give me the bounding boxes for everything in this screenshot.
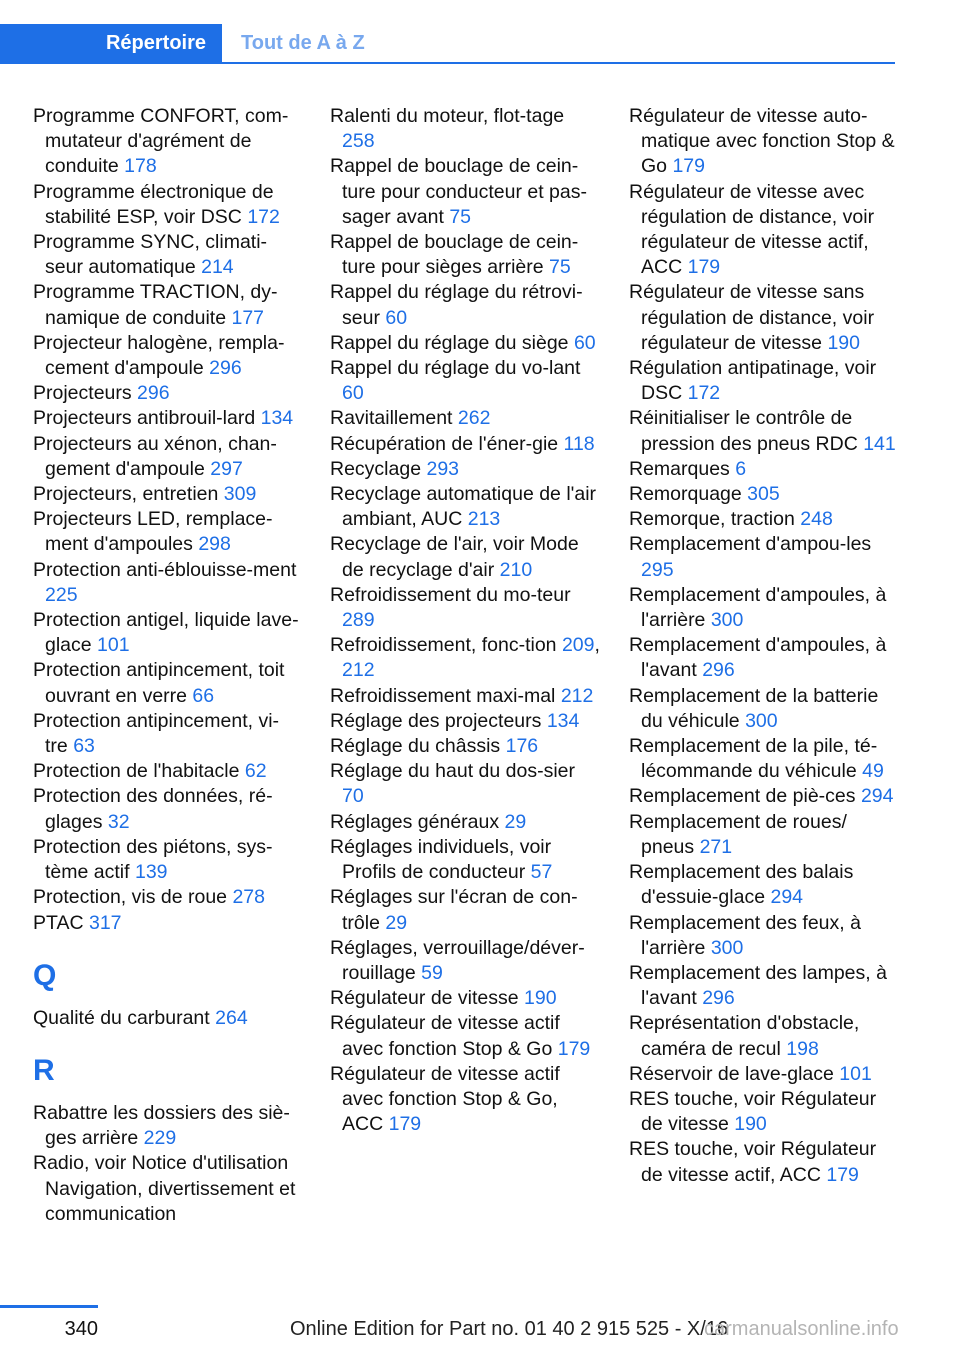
index-entry (629, 860, 897, 910)
page-link[interactable]: 210 (499, 558, 533, 581)
index-column-2 (330, 104, 600, 1137)
entry-text: Régulateur de vitesse avec régulation de distance, voir régulateur de vitesse actif, ACC (629, 180, 875, 279)
entry-text: Ralenti du moteur, flot-tage (330, 105, 565, 127)
index-entry (33, 1101, 301, 1151)
entry-text: Représentation d'obstacle, caméra de recul (629, 1012, 860, 1060)
entry-text: Recyclage de l'air, voir Mode de recyclage d'air (330, 533, 579, 581)
page-link[interactable]: 101 (97, 634, 130, 657)
index-entry (33, 381, 301, 406)
entry-text: Protection, vis de roue (33, 886, 228, 909)
entry-text: Protection de l'habitacle (33, 760, 240, 783)
index-entry (330, 936, 600, 986)
entry-text: RES touche, voir Régulateur de vitesse actif, ACC (629, 1138, 877, 1186)
entry-text: Réglages individuels, voir Profils de conducteur (330, 835, 552, 884)
page-link[interactable]: 300 (745, 709, 778, 732)
index-entry (330, 406, 600, 431)
page-link[interactable]: 179 (826, 1163, 859, 1186)
page-link[interactable]: 198 (786, 1037, 819, 1060)
index-entry (33, 608, 301, 658)
index-entry (33, 280, 301, 330)
index-entry (33, 230, 301, 280)
index-entry (330, 709, 600, 734)
index-entry (330, 810, 600, 835)
entry-text: Radio, voir Notice d'utilisation Navigation, divertissement et communication (33, 1152, 296, 1225)
page-link[interactable]: 57 (530, 861, 553, 884)
entry-text: Remorque, traction (629, 508, 795, 531)
entry-text: Refroidissement maxi-mal (330, 684, 556, 707)
tab-repertoire[interactable]: Répertoire (0, 24, 222, 62)
entry-text: Réglages sur l'écran de con-trôle (330, 886, 578, 934)
entry-text: Remplacement de roues/ pneus (629, 810, 847, 858)
index-entry (330, 986, 600, 1011)
page-link[interactable]: 190 (734, 1113, 767, 1136)
entry-text: Rappel de bouclage de cein-ture pour conducteur et pas-sager avant (330, 155, 587, 228)
index-entry (330, 482, 600, 532)
entry-text: Remarques (629, 457, 730, 480)
entry-text: Programme SYNC, climati-seur automatique (33, 231, 268, 279)
index-column-3 (629, 104, 897, 1188)
index-entry (33, 406, 301, 431)
entry-text: Protection des données, ré-glages (33, 785, 273, 833)
entry-text: Réglages, verrouillage/déver-rouillage (330, 936, 585, 984)
page-link[interactable]: 139 (134, 861, 168, 884)
page-link[interactable]: 262 (457, 407, 491, 430)
index-entry (33, 885, 301, 910)
index-entry (33, 482, 301, 507)
index-entry (330, 356, 600, 406)
entry-text: Programme CONFORT, com-mutateur d'agrément de conduite (33, 105, 289, 178)
page-link[interactable]: 118 (563, 432, 595, 455)
index-entry (330, 331, 600, 356)
index-entry (629, 1087, 897, 1137)
page-link[interactable]: 294 (860, 785, 894, 808)
index-entry (629, 633, 897, 683)
entry-text: Projecteurs antibrouil-lard (33, 407, 256, 430)
page-link[interactable]: 296 (702, 987, 735, 1010)
index-entry (629, 280, 897, 356)
entry-text: Régulateur de vitesse actif avec fonction Stop & Go, ACC (330, 1062, 560, 1136)
entry-text: Projecteur halogène, rempla-cement d'ampoule (33, 331, 285, 380)
entry-text: Projecteurs, entretien (33, 483, 219, 506)
section-letter: Q (33, 958, 57, 992)
entry-text: Remorquage (629, 483, 742, 506)
page-link[interactable]: 29 (504, 810, 527, 833)
page-link[interactable]: 134 (546, 709, 580, 732)
entry-text: Régulateur de vitesse sans régulation de distance, voir régulateur de vitesse (629, 281, 875, 354)
section-letter: R (33, 1053, 55, 1087)
index-entry (330, 734, 600, 759)
index-entry (629, 532, 897, 582)
page-link[interactable]: 278 (232, 886, 265, 909)
entry-text: Remplacement des lampes, à l'avant (629, 961, 887, 1010)
page-link[interactable]: 75 (549, 256, 571, 279)
entry-text: Remplacement de la batterie du véhicule (629, 684, 879, 732)
index-entry (629, 810, 897, 860)
index-entry (33, 1006, 301, 1031)
entry-text: Projecteurs au xénon, chan-gement d'ampoule (33, 432, 277, 480)
index-entry (33, 658, 301, 708)
entry-text: Programme électronique de stabilité ESP, voir DSC (33, 180, 274, 228)
entry-text: PTAC (33, 911, 84, 934)
page-link[interactable]: 63 (73, 735, 95, 758)
page-link[interactable]: 317 (88, 911, 122, 934)
index-entry (629, 583, 897, 633)
page-link[interactable]: 214 (201, 256, 234, 279)
page-link[interactable]: 59 (421, 961, 443, 984)
index-entry (33, 432, 301, 482)
page-link[interactable]: 176 (505, 735, 539, 758)
index-entry (330, 1062, 600, 1138)
index-entry (33, 331, 301, 381)
edition-note: Online Edition for Part no. 01 40 2 915 525 - X/16 (290, 1318, 729, 1340)
tab-tout-de-a-a-z[interactable]: Tout de A à Z (241, 31, 365, 54)
page-link[interactable]: 60 (573, 331, 596, 354)
index-entry (629, 684, 897, 734)
page-link[interactable]: 141 (863, 432, 896, 455)
page-link[interactable]: 258 (342, 130, 375, 153)
page-link[interactable]: 293 (426, 457, 460, 480)
page-link[interactable]: 172 (247, 205, 280, 228)
page-link[interactable]: 190 (524, 987, 557, 1010)
index-entry (330, 154, 600, 230)
entry-text: Réglages généraux (330, 810, 500, 833)
page-link[interactable]: 298 (198, 533, 231, 556)
page-link[interactable]: 49 (862, 760, 884, 783)
entry-text: Rappel du réglage du rétrovi-seur (330, 281, 583, 329)
index-entry (330, 532, 600, 582)
index-entry (33, 180, 301, 230)
page-link[interactable]: 178 (124, 155, 157, 178)
entry-text: Qualité du carburant (33, 1006, 210, 1029)
page-link[interactable]: 305 (747, 483, 780, 506)
index-entry (33, 759, 301, 784)
entry-text: Réglage du châssis (330, 735, 501, 758)
page-link[interactable]: 60 (342, 382, 364, 405)
index-entry (330, 280, 600, 330)
page-link[interactable]: 70 (342, 785, 364, 808)
index-entry (330, 104, 600, 154)
page-link[interactable]: 177 (231, 306, 265, 329)
index-column-1 (33, 104, 301, 1227)
page-link[interactable]: 229 (143, 1127, 177, 1150)
page-link[interactable]: 212 (560, 684, 594, 707)
page-link[interactable]: 296 (137, 382, 170, 405)
index-entry (629, 180, 897, 281)
page-link[interactable]: 289 (342, 609, 375, 632)
index-entry (330, 835, 600, 885)
entry-text: Remplacement d'ampoules, à l'avant (629, 634, 887, 682)
entry-text: Régulateur de vitesse actif avec fonction Stop & Go (330, 1012, 560, 1060)
page-link[interactable]: 264 (215, 1006, 248, 1029)
entry-text: Réglage du haut du dos-sier (330, 760, 575, 783)
page-link[interactable]: 296 (209, 357, 242, 380)
index-entry (629, 507, 897, 532)
entry-text: Projecteurs LED, remplace-ment d'ampoules (33, 508, 273, 556)
index-entry (330, 432, 600, 457)
page-link[interactable]: 297 (210, 457, 243, 480)
index-entry (33, 1151, 301, 1227)
entry-text: Régulateur de vitesse (330, 987, 519, 1010)
entry-text: Protection antipincement, toit ouvrant en verre (33, 659, 285, 707)
entry-text: Rappel du réglage du siège (330, 331, 569, 354)
page-link[interactable]: 29 (385, 911, 408, 934)
page-link[interactable]: 271 (699, 835, 733, 858)
index-entry (629, 356, 897, 406)
index-entry (629, 104, 897, 180)
index-entry (629, 457, 897, 482)
entry-text: Protection antipincement, vi-tre (33, 709, 280, 758)
entry-text: Ravitaillement (330, 407, 453, 430)
entry-text: Recyclage automatique de l'air ambiant, AUC (330, 483, 597, 531)
page-link[interactable]: 300 (710, 936, 744, 959)
index-entry: Refroidissement, fonc-tion 209, 212 (330, 634, 600, 682)
entry-text: Remplacement d'ampou-les (629, 533, 872, 556)
entry-text: Remplacement d'ampoules, à l'arrière (629, 583, 887, 632)
entry-text: Régulation antipatinage, voir DSC (629, 357, 877, 405)
page-link[interactable]: 300 (710, 609, 744, 632)
entry-text: Rappel du réglage du vo-lant (330, 357, 581, 380)
entry-text: Protection anti-éblouisse-ment (33, 558, 297, 581)
index-entry (330, 230, 600, 280)
page-link[interactable]: 66 (192, 684, 215, 707)
page-link[interactable]: 209 (561, 634, 595, 657)
index-entry (629, 784, 897, 809)
index-entry (629, 734, 897, 784)
entry-text: Protection des piétons, sys-tème actif (33, 835, 273, 884)
entry-text: Réglage des projecteurs (330, 709, 542, 732)
index-entry (330, 457, 600, 482)
page-link[interactable]: 294 (770, 886, 804, 909)
page-link[interactable]: 179 (388, 1113, 422, 1136)
index-entry (629, 1137, 897, 1187)
entry-text: Remplacement de piè-ces (629, 785, 856, 808)
page-link[interactable]: 32 (107, 810, 130, 833)
index-entry (629, 1011, 897, 1061)
entry-text: Projecteurs (33, 382, 132, 405)
entry-text: RES touche, voir Régulateur de vitesse (629, 1087, 877, 1136)
entry-text: Régulateur de vitesse auto-matique avec fonction Stop & Go (629, 105, 895, 178)
index-entry (330, 885, 600, 935)
entry-text: Protection antigel, liquide lave-glace (33, 609, 299, 657)
page-link[interactable]: 179 (557, 1037, 591, 1060)
entry-text: Remplacement de la pile, té-lécommande du véhicule (629, 735, 878, 783)
footer-rule (0, 1305, 98, 1308)
index-entry (33, 709, 301, 759)
entry-text: Réservoir de lave-glace (629, 1062, 834, 1085)
page-link[interactable]: 62 (244, 760, 267, 783)
index-entry (33, 507, 301, 557)
page-link[interactable]: 212 (342, 659, 375, 682)
entry-text: Refroidissement, fonc-tion (330, 634, 557, 657)
entry-text: Rappel de bouclage de cein-ture pour sièges arrière (330, 231, 579, 279)
entry-text: Récupération de l'éner-gie (330, 432, 559, 455)
page-link[interactable]: 134 (260, 407, 294, 430)
page-link[interactable]: 179 (687, 256, 721, 279)
index-entry (33, 835, 301, 885)
index-entry (330, 759, 600, 809)
index-entry (330, 583, 600, 633)
index-entry (33, 104, 301, 180)
entry-text: Recyclage (330, 457, 422, 480)
index-entry (629, 406, 897, 456)
entry-text: Réinitialiser le contrôle de pression des pneus RDC (629, 407, 858, 455)
page-link[interactable]: 295 (641, 558, 674, 581)
entry-text: Rabattre les dossiers des siè-ges arrière (33, 1101, 290, 1150)
page-number: 340 (64, 1318, 98, 1340)
index-entry (33, 784, 301, 834)
index-entry (330, 684, 600, 709)
page-link[interactable]: 296 (702, 659, 735, 682)
watermark: carmanualsonline.info (704, 1318, 899, 1340)
entry-text: Refroidissement du mo-teur (330, 583, 571, 606)
index-entry (330, 1011, 600, 1061)
header-tab-bar (0, 24, 895, 64)
page-link[interactable]: 190 (827, 331, 860, 354)
page-link[interactable]: 213 (467, 508, 501, 531)
page-link[interactable]: 101 (839, 1062, 872, 1085)
entry-text: Programme TRACTION, dy-namique de conduite (33, 281, 278, 329)
page-link[interactable]: 248 (800, 508, 833, 531)
entry-text: Remplacement des feux, à l'arrière (629, 911, 861, 959)
page-link[interactable]: 225 (45, 583, 78, 606)
page-link[interactable]: 75 (449, 205, 472, 228)
page-link[interactable]: 6 (735, 457, 747, 480)
index-entry (629, 482, 897, 507)
index-entry (33, 911, 301, 936)
index-entry (629, 911, 897, 961)
page-link[interactable]: 179 (672, 155, 705, 178)
page-link[interactable]: 172 (687, 382, 721, 405)
index-entry (629, 1062, 897, 1087)
index-entry (629, 961, 897, 1011)
index-entry (33, 558, 301, 608)
entry-text: Remplacement des balais d'essuie-glace (629, 861, 854, 909)
page-link[interactable]: 309 (223, 483, 257, 506)
page-link[interactable]: 60 (385, 306, 408, 329)
